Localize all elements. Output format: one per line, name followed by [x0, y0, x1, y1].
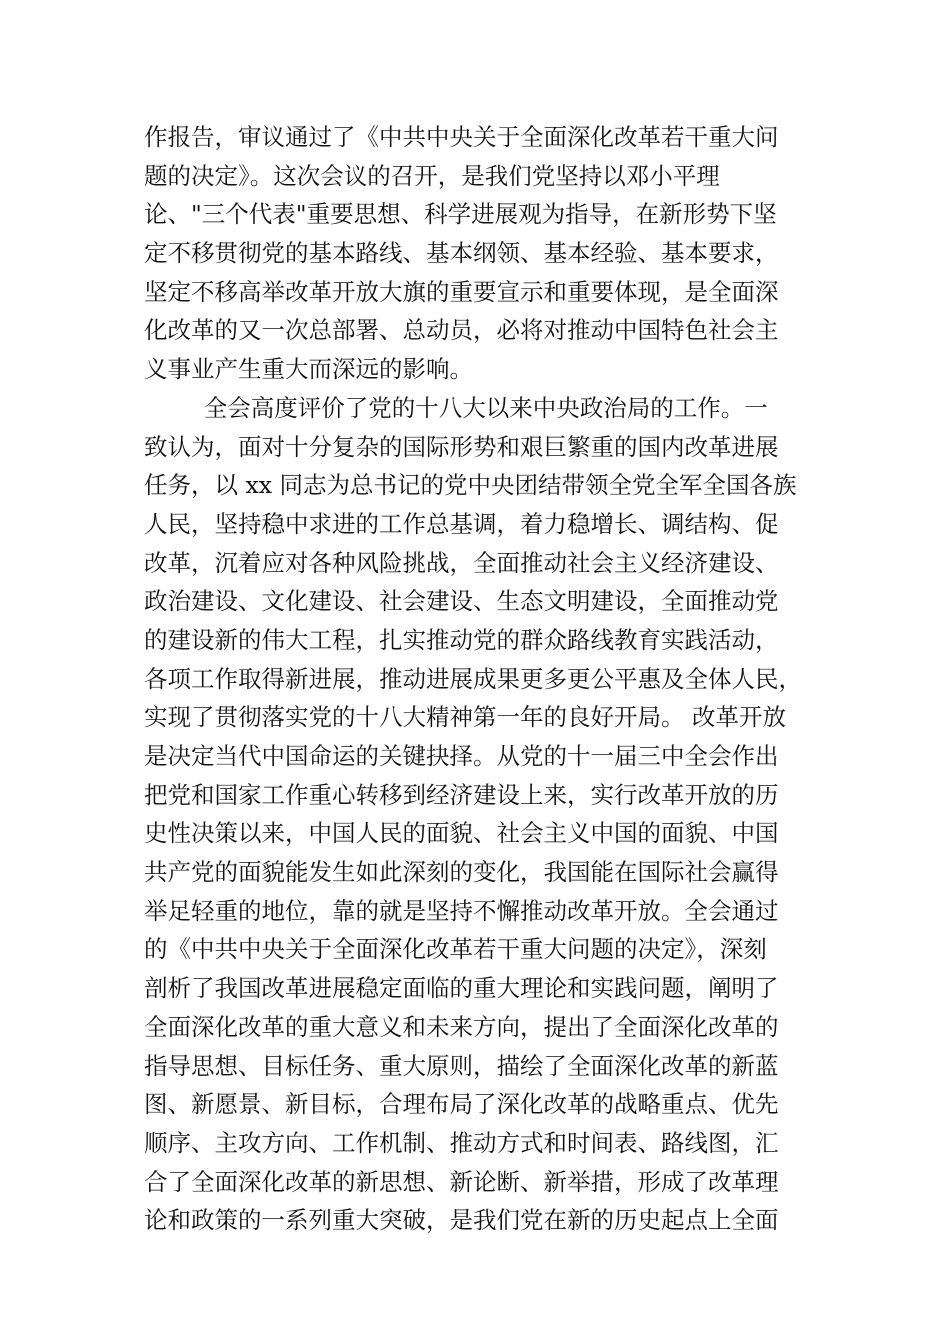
text-line: 剖析了我国改革进展稳定面临的重大理论和实践问题，阐明了 — [144, 974, 779, 1003]
text-line: 是决定当代中国命运的关键抉择。从党的十一届三中全会作出 — [144, 742, 779, 770]
text-line: 全面深化改革的重大意义和未来方向，提出了全面深化改革的 — [144, 1012, 779, 1041]
text-line: 化改革的又一次总部署、总动员，必将对推动中国特色社会主 — [144, 316, 779, 345]
text-line: 义事业产生重大而深远的影响。 — [144, 355, 473, 384]
text-line: 举足轻重的地位，靠的就是坚持不懈推动改革开放。全会通过 — [144, 896, 779, 925]
text-line: 合了全面深化改革的新思想、新论断、新举措，形成了改革理 — [144, 1167, 779, 1196]
text-line: 顺序、主攻方向、工作机制、推动方式和时间表、路线图，汇 — [144, 1128, 779, 1157]
text-line: 任务，以 xx 同志为总书记的党中央团结带领全党全军全国各族 — [144, 471, 797, 500]
text-line: 人民，坚持稳中求进的工作总基调，着力稳增长、调结构、促 — [144, 509, 779, 538]
text-line: 致认为，面对十分复杂的国际形势和艰巨繁重的国内改革进展 — [144, 432, 779, 461]
text-line: 的建设新的伟大工程，扎实推动党的群众路线教育实践活动， — [144, 625, 779, 654]
text-line: 政治建设、文化建设、社会建设、生态文明建设，全面推动党 — [144, 587, 779, 616]
body-text — [144, 118, 808, 1240]
text-line: 定不移贯彻党的基本路线、基本纲领、基本经验、基本要求， — [144, 239, 779, 268]
text-line: 论、"三个代表"重要思想、科学进展观为指导，在新形势下坚 — [144, 200, 777, 229]
text-line: 全会高度评价了党的十八大以来中央政治局的工作。一 — [144, 393, 768, 422]
text-line: 共产党的面貌能发生如此深刻的变化，我国能在国际社会赢得 — [144, 858, 779, 887]
text-line: 题的决定》。这次会议的召开，是我们党坚持以邓小平理 — [144, 161, 720, 190]
text-line: 改革，沉着应对各种风险挑战，全面推动社会主义经济建设、 — [144, 548, 779, 577]
text-line: 的《中共中央关于全面深化改革若干重大问题的决定》，深刻 — [144, 935, 767, 964]
text-line: 作报告，审议通过了《中共中央关于全面深化改革若干重大问 — [144, 123, 779, 151]
text-line: 各项工作取得新进展，推动进展成果更多更公平惠及全体人民， — [144, 664, 802, 693]
text-line: 实现了贯彻落实党的十八大精神第一年的良好开局。 改革开放 — [144, 703, 786, 732]
text-line: 坚定不移高举改革开放大旗的重要宣示和重要体现，是全面深 — [144, 277, 779, 306]
text-line: 指导思想、目标任务、重大原则，描绘了全面深化改革的新蓝 — [144, 1051, 779, 1080]
text-line: 把党和国家工作重心转移到经济建设上来，实行改革开放的历 — [144, 780, 779, 809]
text-line: 图、新愿景、新目标，合理布局了深化改革的战略重点、优先 — [144, 1090, 779, 1119]
text-line: 史性决策以来，中国人民的面貌、社会主义中国的面貌、中国 — [144, 819, 779, 848]
text-line: 论和政策的一系列重大突破，是我们党在新的历史起点上全面 — [144, 1206, 779, 1235]
